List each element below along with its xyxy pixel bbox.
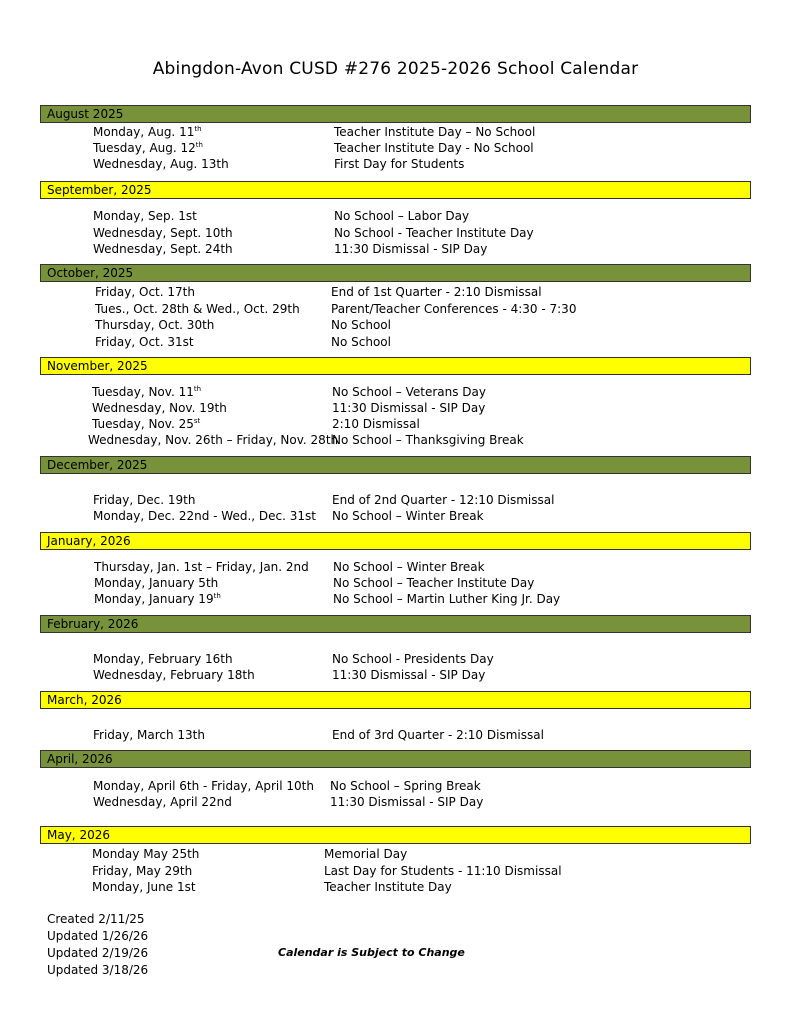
row-date-text: Tues., Oct. 28th & Wed., Oct. 29th: [95, 301, 300, 316]
section-november-2025: [40, 357, 751, 447]
section-december-2025: [40, 456, 751, 523]
row-date-suffix: th: [195, 141, 203, 149]
row-date: [93, 728, 205, 742]
row-event: Teacher Institute Day - No School: [334, 141, 534, 155]
row-event: Teacher Institute Day: [324, 880, 452, 894]
row-date-text: Monday, Aug. 11: [93, 125, 195, 139]
section-header: September, 2025: [40, 181, 751, 199]
row-date: [93, 209, 197, 223]
section-february-2026: [40, 615, 751, 682]
row-date: [93, 493, 195, 507]
row-event: Parent/Teacher Conferences - 4:30 - 7:30: [331, 301, 577, 316]
section-header: February, 2026: [40, 615, 751, 633]
row-event: End of 3rd Quarter - 2:10 Dismissal: [332, 728, 544, 742]
row-event: 11:30 Dismissal - SIP Day: [332, 401, 486, 415]
row-date-text: Wednesday, February 18th: [93, 668, 255, 682]
row-event: No School - Presidents Day: [332, 652, 494, 666]
row-date-text: Thursday, Oct. 30th: [95, 318, 215, 332]
row-date-text: Monday, February 16th: [93, 652, 233, 666]
row-date-text: Tuesday, Nov. 11: [92, 385, 194, 399]
row-date: [95, 302, 300, 316]
row-event: 2:10 Dismissal: [332, 417, 420, 431]
row-date: [93, 668, 255, 682]
row-date-text: Wednesday, Aug. 13th: [93, 157, 229, 171]
row-date: [93, 779, 314, 793]
row-date-text: Wednesday, Sept. 10th: [93, 225, 233, 240]
row-date-text: Friday, Oct. 31st: [95, 334, 194, 349]
row-date: [94, 576, 218, 590]
section-january-2026: [40, 532, 751, 606]
row-date-suffix: th: [194, 125, 202, 133]
section-header: March, 2026: [40, 691, 751, 709]
row-date-text: Thursday, Jan. 1st – Friday, Jan. 2nd: [94, 560, 309, 574]
row-event: First Day for Students: [334, 157, 465, 171]
row-date: [93, 509, 316, 523]
row-event: No School – Winter Break: [333, 560, 485, 574]
row-date-text: Monday, Sep. 1st: [93, 209, 197, 223]
row-event: 11:30 Dismissal - SIP Day: [334, 242, 488, 256]
section-may-2026: [40, 826, 751, 894]
row-event: Teacher Institute Day – No School: [334, 125, 536, 139]
section-header: December, 2025: [40, 456, 751, 474]
row-event: 11:30 Dismissal - SIP Day: [332, 668, 486, 682]
row-date: [93, 242, 233, 256]
row-date-text: Wednesday, Nov. 19th: [92, 401, 227, 415]
row-date: [95, 335, 194, 349]
row-date-text: Monday, January 19: [94, 592, 214, 606]
row-date: [93, 226, 233, 240]
footer-created: Created 2/11/25: [47, 912, 145, 926]
row-date: [93, 157, 229, 171]
footer-updated-1: Updated 1/26/26: [47, 929, 149, 943]
row-date: [93, 141, 203, 155]
row-date-text: Monday, April 6th - Friday, April 10th: [93, 779, 314, 793]
row-date-text: Monday May 25th: [92, 847, 200, 861]
section-october-2025: [40, 264, 751, 349]
row-date-suffix: th: [193, 385, 202, 393]
row-date-text: Tuesday, Nov. 25: [92, 417, 194, 431]
row-date: [92, 847, 199, 861]
row-date-text: Monday, June 1st: [92, 880, 196, 894]
row-event: No School – Thanksgiving Break: [332, 433, 524, 447]
row-date: [92, 385, 201, 399]
section-header: May, 2026: [40, 826, 751, 844]
row-date: [95, 285, 195, 299]
section-september-2025: [40, 181, 751, 256]
section-header: November, 2025: [40, 357, 751, 375]
row-date-text: Wednesday, Sept. 24th: [93, 242, 233, 256]
row-event: No School: [331, 334, 391, 349]
row-date-suffix: th: [213, 592, 221, 600]
row-event: No School – Labor Day: [334, 209, 470, 223]
row-event: End of 2nd Quarter - 12:10 Dismissal: [332, 493, 555, 507]
row-event: End of 1st Quarter - 2:10 Dismissal: [331, 285, 542, 299]
row-date-text: Monday, January 5th: [94, 576, 219, 590]
row-date: [92, 864, 192, 878]
row-event: No School – Veterans Day: [332, 385, 487, 399]
row-event: No School – Martin Luther King Jr. Day: [333, 592, 561, 606]
row-event: No School: [331, 318, 391, 332]
row-date: [92, 880, 196, 894]
row-date: [93, 125, 202, 139]
section-header: August 2025: [40, 105, 751, 123]
row-event: 11:30 Dismissal - SIP Day: [330, 795, 484, 809]
row-event: Memorial Day: [324, 847, 408, 861]
row-date-text: Wednesday, Nov. 26th – Friday, Nov. 28th: [88, 433, 339, 447]
row-date-text: Tuesday, Aug. 12: [93, 141, 196, 155]
footer-updated-3: Updated 3/18/26: [47, 963, 149, 977]
row-date: [94, 560, 309, 574]
section-august-2025: [40, 105, 751, 171]
row-date: [92, 417, 200, 431]
footer-updated-2: Updated 2/19/26: [47, 946, 149, 960]
row-date: [93, 795, 232, 809]
row-event: No School – Teacher Institute Day: [333, 576, 535, 590]
row-date: [92, 401, 227, 415]
section-header: October, 2025: [40, 264, 751, 282]
row-date-text: Wednesday, April 22nd: [93, 795, 232, 809]
row-event: Last Day for Students - 11:10 Dismissal: [324, 863, 562, 878]
row-date: [94, 592, 221, 606]
row-date: [93, 652, 233, 666]
section-april-2026: [40, 750, 751, 809]
section-header: April, 2026: [40, 750, 751, 768]
row-event: No School - Teacher Institute Day: [334, 225, 534, 240]
row-date: [88, 433, 338, 447]
row-date-text: Monday, Dec. 22nd - Wed., Dec. 31st: [93, 509, 316, 523]
row-event: No School – Winter Break: [332, 509, 484, 523]
section-march-2026: [40, 691, 751, 742]
row-date: [95, 318, 214, 332]
row-date-suffix: st: [193, 417, 201, 425]
row-date-text: Friday, May 29th: [92, 863, 193, 878]
row-date-text: Friday, Dec. 19th: [93, 493, 196, 507]
row-event: No School – Spring Break: [330, 779, 481, 793]
row-date-text: Friday, Oct. 17th: [95, 285, 195, 299]
row-date-text: Friday, March 13th: [93, 728, 205, 742]
subject-to-change-note: Calendar is Subject to Change: [278, 946, 465, 959]
page-title: Abingdon-Avon CUSD #276 2025-2026 School Calendar: [152, 59, 639, 79]
section-header: January, 2026: [40, 532, 751, 550]
